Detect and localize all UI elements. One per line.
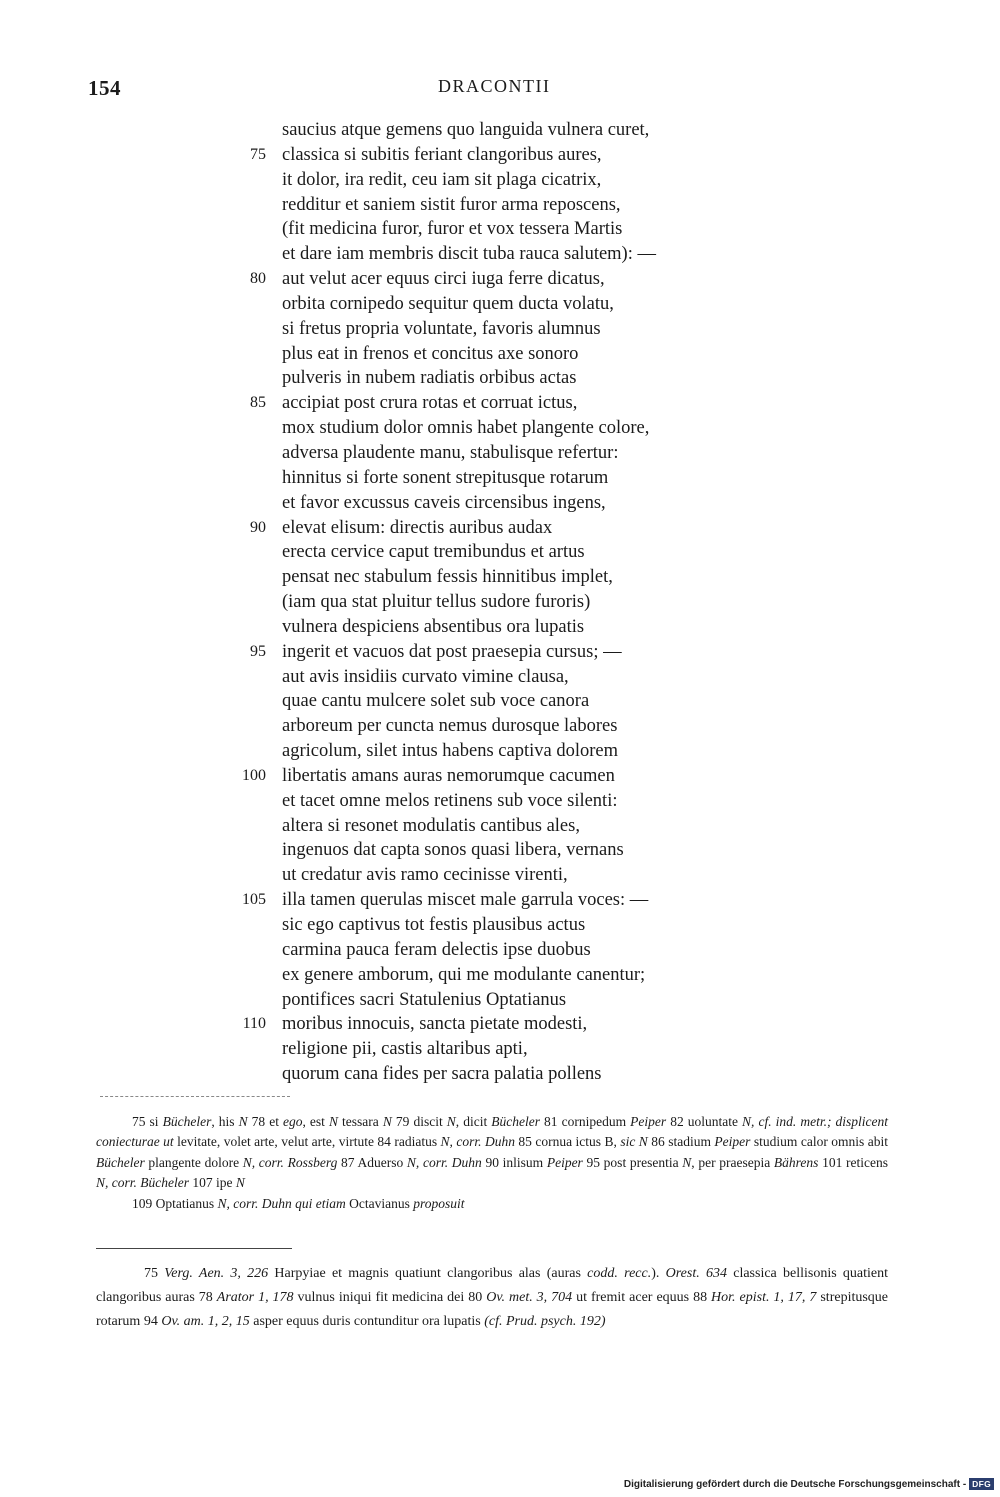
verse-line	[0, 913, 1000, 938]
verse-end-rule	[100, 1096, 290, 1097]
verse-number: 75	[250, 145, 266, 163]
verse-line	[0, 516, 1000, 541]
verse-line	[0, 1037, 1000, 1062]
testimonia-paragraph	[96, 1262, 888, 1334]
verse-text: aut avis insidiis curvato vimine clausa,	[282, 666, 569, 687]
italic-segment: Bährens	[773, 1154, 819, 1170]
verse-text: illa tamen querulas miscet male garrula voces: —	[282, 890, 649, 911]
italic-segment: Bücheler	[491, 1114, 540, 1129]
italic-segment: Verg. Aen. 3, 226	[164, 1266, 269, 1281]
text-segment: 107 ipe	[188, 1175, 236, 1191]
dfg-logo: DFG	[969, 1478, 994, 1490]
verse-line	[0, 441, 1000, 466]
text-segment: 85 cornua ictus B,	[514, 1134, 621, 1150]
text-segment: 79 discit	[391, 1114, 447, 1129]
italic-segment: N	[235, 1175, 245, 1191]
verse-text: redditur et saniem sistit furor arma reposcens,	[282, 194, 621, 215]
verse-text: erecta cervice caput tremibundus et artus	[282, 542, 585, 563]
text-segment: 75	[144, 1266, 165, 1281]
verse-text: (iam qua stat pluitur tellus sudore furoris)	[282, 592, 591, 613]
italic-segment: N, cf. ind. metr.; displicent coniecturae ut	[96, 1114, 888, 1150]
verse-line	[0, 242, 1000, 267]
italic-segment: Arator 1, 178	[216, 1290, 294, 1305]
text-segment: 78 et	[247, 1114, 283, 1129]
verse-line	[0, 963, 1000, 988]
text-segment: , dicit	[455, 1114, 492, 1129]
text-segment: asper equus duris contunditur ora lupatis	[249, 1314, 485, 1329]
text-segment: levitate, volet arte, velut arte, virtute 84 radiatus	[173, 1134, 441, 1150]
verse-line	[0, 342, 1000, 367]
verse-line	[0, 217, 1000, 242]
verse-text: si fretus propria voluntate, favoris alumnus	[282, 318, 601, 339]
verse-text: agricolum, silet intus habens captiva dolorem	[282, 741, 618, 762]
verse-text: adversa plaudente manu, stabulisque refertur:	[282, 442, 619, 463]
verse-line	[0, 292, 1000, 317]
italic-segment: N, corr. Bücheler	[96, 1175, 189, 1191]
italic-segment: Peiper	[714, 1134, 751, 1150]
italic-segment: Orest. 634	[665, 1266, 727, 1281]
italic-segment: ego	[283, 1114, 303, 1129]
verse-text: sic ego captivus tot festis plausibus actus	[282, 915, 586, 935]
text-segment: 87 Aduerso	[337, 1154, 407, 1170]
verse-line	[0, 838, 1000, 863]
italic-segment: N, corr. Duhn	[440, 1134, 515, 1150]
verse-line	[0, 416, 1000, 441]
verse-text: vulnera despiciens absentibus ora lupatis	[282, 616, 585, 637]
text-segment: classica bellisonis quatient clangoribus auras 78	[96, 1266, 889, 1305]
verse-line	[0, 789, 1000, 814]
testimonia	[96, 1262, 888, 1334]
verse-text: mox studium dolor omnis habet plangente colore,	[282, 418, 650, 439]
apparatus-paragraph	[96, 1112, 888, 1194]
text-segment: tessara	[338, 1114, 383, 1129]
verse-text: it dolor, ira redit, ceu iam sit plaga cicatrix,	[282, 169, 602, 190]
verse-number: 105	[242, 891, 266, 909]
text-segment: vulnus iniqui fit medicina dei 80	[293, 1290, 487, 1305]
text-segment: 90 inlisum	[481, 1154, 547, 1170]
verse-line	[0, 590, 1000, 615]
text-segment: 109 Optatianus	[132, 1195, 218, 1211]
verse-text: (fit medicina furor, furor et vox tessera Martis	[282, 219, 623, 240]
text-segment: plangente dolore	[144, 1154, 243, 1170]
verse-line	[0, 143, 1000, 168]
verse-line	[0, 863, 1000, 888]
verse-text: pontifices sacri Statulenius Optatianus	[282, 989, 567, 1010]
italic-segment: N	[328, 1114, 338, 1129]
footer-text: Digitalisierung gefördert durch die Deutsche Forschungsgemeinschaft -	[623, 1478, 967, 1490]
text-segment: Harpyiae et magnis quatiunt clangoribus alas (auras	[268, 1266, 588, 1281]
verse-line	[0, 615, 1000, 640]
verse-text: quorum cana fides per sacra palatia pollens	[282, 1064, 602, 1085]
verse-number: 110	[242, 1015, 266, 1033]
italic-segment: Ov. am. 1, 2, 15	[161, 1314, 250, 1329]
footnote-separator	[96, 1248, 292, 1249]
verse-line	[0, 267, 1000, 292]
verse-line	[0, 193, 1000, 218]
verse-line	[0, 466, 1000, 491]
verse-number: 85	[250, 394, 266, 412]
digitization-footer	[624, 1478, 994, 1490]
verse-text: elevat elisum: directis auribus audax	[282, 517, 553, 538]
text-segment: strepitusque rotarum 94	[96, 1290, 889, 1329]
italic-segment: N	[382, 1114, 392, 1129]
verse-line	[0, 540, 1000, 565]
verse-line	[0, 888, 1000, 913]
text-segment: 81 cornipedum	[540, 1114, 631, 1129]
verse-line	[0, 764, 1000, 789]
verse-text: carmina pauca feram delectis ipse duobus	[282, 939, 591, 960]
verse-text: pensat nec stabulum fessis hinnitibus implet,	[282, 567, 613, 588]
verse-text: et tacet omne melos retinens sub voce silenti:	[282, 790, 618, 811]
verse-text: quae cantu mulcere solet sub voce canora	[282, 691, 590, 712]
text-segment: studium calor omnis abit	[750, 1134, 888, 1150]
verse-line	[0, 1012, 1000, 1037]
verse-line	[0, 988, 1000, 1013]
verse-text: orbita cornipedo sequitur quem ducta volatu,	[282, 293, 614, 314]
text-segment: ut fremit acer equus 88	[572, 1290, 712, 1305]
verse-text: et favor excussus caveis circensibus ingens,	[282, 492, 606, 513]
verse-line	[0, 317, 1000, 342]
verse-text: ingenuos dat capta sonos quasi libera, vernans	[282, 840, 624, 861]
apparatus-criticus	[96, 1112, 888, 1214]
italic-segment: N	[682, 1154, 692, 1170]
text-segment: ).	[651, 1266, 666, 1281]
italic-segment: sic N	[620, 1134, 648, 1150]
apparatus-paragraph	[96, 1194, 888, 1214]
verse-text: aut velut acer equus circi iuga ferre dicatus,	[282, 269, 605, 290]
verse-text: accipiat post crura rotas et corruat ictus,	[282, 393, 578, 414]
verse-text: plus eat in frenos et concitus axe sonoro	[282, 343, 579, 364]
italic-segment: N, corr. Duhn	[406, 1154, 482, 1170]
verse-text: ex genere amborum, qui me modulante canentur;	[282, 964, 646, 985]
verse-line	[0, 391, 1000, 416]
text-segment: 75 si	[132, 1114, 163, 1129]
verse-line	[0, 739, 1000, 764]
verse-text: pulveris in nubem radiatis orbibus actas	[282, 368, 577, 389]
italic-segment: Bücheler	[162, 1114, 212, 1129]
italic-segment: (cf. Prud. psych. 192)	[484, 1314, 606, 1329]
italic-segment: Hor. epist. 1, 17, 7	[711, 1290, 817, 1305]
verse-line	[0, 565, 1000, 590]
verse-block	[0, 118, 1000, 1087]
verse-text: saucius atque gemens quo languida vulnera curet,	[282, 120, 650, 140]
verse-text: altera si resonet modulatis cantibus ales,	[282, 815, 580, 836]
verse-number: 80	[250, 270, 266, 288]
text-segment: , est	[302, 1114, 329, 1129]
verse-line	[0, 665, 1000, 690]
verse-text: religione pii, castis altaribus apti,	[282, 1039, 528, 1060]
italic-segment: N	[446, 1114, 456, 1129]
verse-text: libertatis amans auras nemorumque cacumen	[282, 765, 615, 786]
italic-segment: Ov. met. 3, 704	[486, 1290, 573, 1305]
italic-segment: N, corr. Duhn qui etiam	[217, 1195, 346, 1211]
italic-segment: proposuit	[413, 1195, 465, 1211]
verse-text: et dare iam membris discit tuba rauca salutem): —	[282, 244, 656, 265]
italic-segment: Bücheler	[96, 1154, 145, 1170]
verse-line	[0, 640, 1000, 665]
verse-line	[0, 491, 1000, 516]
verse-line	[0, 689, 1000, 714]
verse-text: arboreum per cuncta nemus durosque labores	[282, 716, 618, 737]
verse-line	[0, 1062, 1000, 1087]
verse-text: ingerit et vacuos dat post praesepia cursus; —	[282, 641, 622, 662]
verse-number: 95	[250, 642, 266, 660]
verse-line	[0, 814, 1000, 839]
text-segment: 86 stadium	[647, 1134, 715, 1150]
verse-text: classica si subitis feriant clangoribus aures,	[282, 144, 602, 165]
italic-segment: Peiper	[546, 1154, 583, 1170]
verse-number: 90	[250, 518, 266, 536]
verse-line	[0, 118, 1000, 143]
verse-line	[0, 938, 1000, 963]
italic-segment: codd. recc.	[587, 1266, 652, 1281]
verse-text: hinnitus si forte sonent strepitusque rotarum	[282, 467, 609, 488]
italic-segment: N	[238, 1114, 248, 1129]
verse-line	[0, 366, 1000, 391]
verse-text: moribus innocuis, sancta pietate modesti,	[282, 1014, 588, 1035]
page-number: 154	[88, 76, 121, 100]
running-head: DRACONTII	[438, 76, 551, 96]
verse-number: 100	[242, 766, 266, 784]
text-segment: , per praesepia	[691, 1154, 774, 1170]
verse-text: ut credatur avis ramo cecinisse virenti,	[282, 865, 568, 886]
text-segment: , his	[211, 1114, 239, 1129]
text-segment: 82 uoluntate	[666, 1114, 743, 1129]
italic-segment: Peiper	[630, 1114, 667, 1129]
italic-segment: N, corr. Rossberg	[242, 1154, 338, 1170]
text-segment: 95 post presentia	[582, 1154, 683, 1170]
verse-line	[0, 714, 1000, 739]
text-segment: Octavianus	[345, 1195, 414, 1211]
text-segment: 101 reticens	[818, 1154, 889, 1170]
verse-line	[0, 168, 1000, 193]
